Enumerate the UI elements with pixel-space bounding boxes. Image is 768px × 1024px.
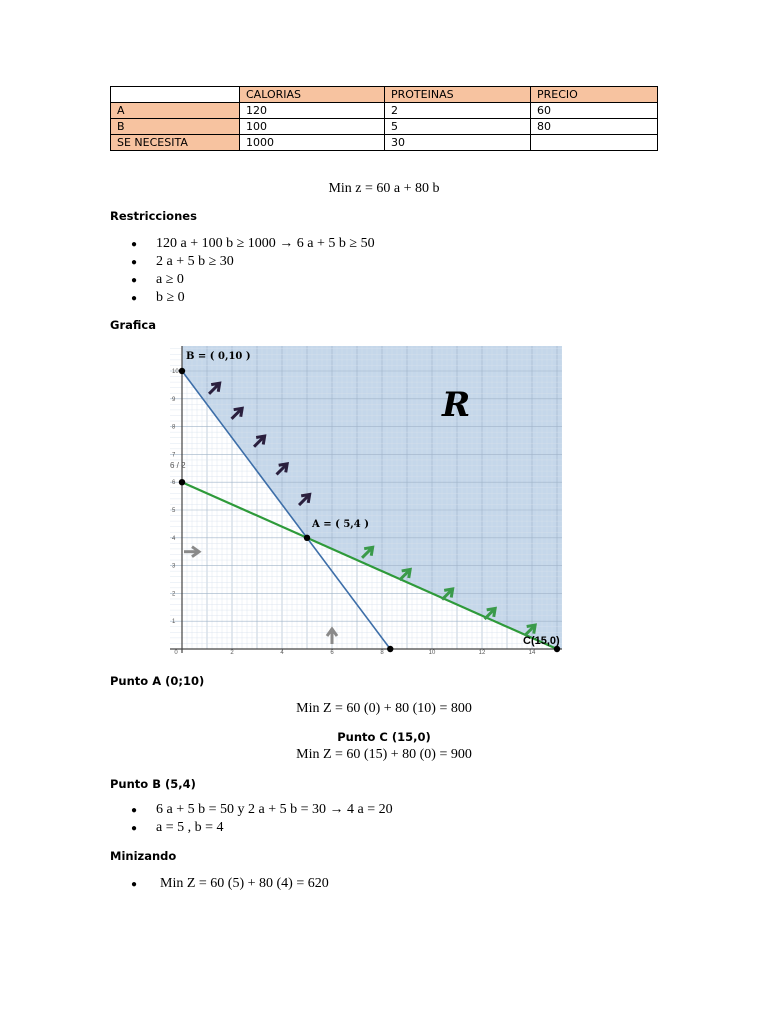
table-cell: 100	[240, 119, 385, 135]
y-tick-label: 2	[172, 591, 176, 598]
bullet: ●	[131, 257, 138, 268]
y-tick-label: 4	[172, 535, 176, 542]
table-cell	[111, 87, 240, 103]
x-tick-label: 6	[330, 650, 334, 656]
table-row-label: SE NECESITA	[111, 135, 240, 151]
x-tick-label: 12	[478, 650, 486, 656]
x-tick-label: 0	[174, 650, 178, 656]
table-header-cell: PROTEINAS	[385, 87, 531, 103]
table-cell: 1000	[240, 135, 385, 151]
punto-a-equation: Min Z = 60 (0) + 80 (10) = 800	[296, 701, 472, 716]
point-a-label: A = ( 5,4 )	[312, 519, 369, 530]
region-label: R	[442, 385, 471, 425]
y-tick-label: 7	[172, 452, 176, 459]
table-header-cell: PRECIO	[531, 87, 658, 103]
y-tick-label: 3	[172, 563, 176, 570]
grafica-heading: Grafica	[110, 318, 156, 332]
bullet: ●	[131, 293, 138, 304]
table-cell: 30	[385, 135, 531, 151]
table-cell: 2	[385, 103, 531, 119]
vertex-point	[179, 368, 185, 374]
point-c-label: C(15,0)	[523, 635, 560, 647]
table-row	[111, 135, 658, 151]
minimizando-heading: Minizando	[110, 849, 177, 863]
y-tick-label: 1	[172, 619, 176, 626]
minimizando-equation: Min Z = 60 (5) + 80 (4) = 620	[160, 876, 329, 891]
y-tick-label: 8	[172, 424, 176, 431]
punto-b-item-1: 6 a + 5 b = 50 y 2 a + 5 b = 30 → 4 a = 20	[156, 802, 393, 817]
table-cell: 120	[240, 103, 385, 119]
vertex-point	[304, 535, 310, 541]
bullet: ●	[131, 805, 138, 816]
x-tick-label: 4	[280, 650, 284, 656]
bullet: ●	[131, 879, 138, 890]
bullet: ●	[131, 823, 138, 834]
table-row	[111, 103, 658, 119]
x-tick-label: 2	[230, 650, 234, 656]
table-header-row	[111, 87, 658, 103]
x-tick-label: 10	[428, 650, 436, 656]
punto-b-item-2: a = 5 , b = 4	[156, 820, 224, 835]
table-cell	[531, 135, 658, 151]
y-tick-label: 6	[172, 480, 176, 487]
feasible-region-graph	[170, 346, 562, 656]
y-tick-label: 10	[172, 369, 179, 375]
restriccion-1: 120 a + 100 b ≥ 1000 → 6 a + 5 b ≥ 50	[156, 236, 375, 251]
restriccion-2: 2 a + 5 b ≥ 30	[156, 254, 234, 269]
vertex-point	[387, 646, 393, 652]
side-label: 6 / 2	[170, 461, 186, 470]
table-row-label: B	[111, 119, 240, 135]
punto-a-heading: Punto A (0;10)	[110, 674, 205, 688]
bullet: ●	[131, 275, 138, 286]
table-cell: 5	[385, 119, 531, 135]
nutrition-table	[110, 86, 658, 151]
restriccion-4: b ≥ 0	[156, 290, 185, 305]
punto-c-equation: Min Z = 60 (15) + 80 (0) = 900	[296, 747, 472, 762]
x-tick-label: 8	[380, 650, 384, 656]
bullet: ●	[131, 239, 138, 250]
punto-c-heading: Punto C (15,0)	[337, 730, 431, 744]
objective-function: Min z = 60 a + 80 b	[328, 181, 440, 196]
y-tick-label: 5	[172, 508, 176, 514]
table-header-cell: CALORIAS	[240, 87, 385, 103]
table-cell: 80	[531, 119, 658, 135]
x-tick-label: 14	[528, 650, 536, 656]
restricciones-heading: Restricciones	[110, 209, 197, 223]
y-tick-label: 9	[172, 396, 176, 403]
vertex-point	[179, 479, 185, 485]
table-row-label: A	[111, 103, 240, 119]
table-row	[111, 119, 658, 135]
punto-b-heading: Punto B (5,4)	[110, 777, 196, 791]
point-b-label: B = ( 0,10 )	[186, 351, 251, 362]
table-cell: 60	[531, 103, 658, 119]
restriccion-3: a ≥ 0	[156, 272, 184, 287]
